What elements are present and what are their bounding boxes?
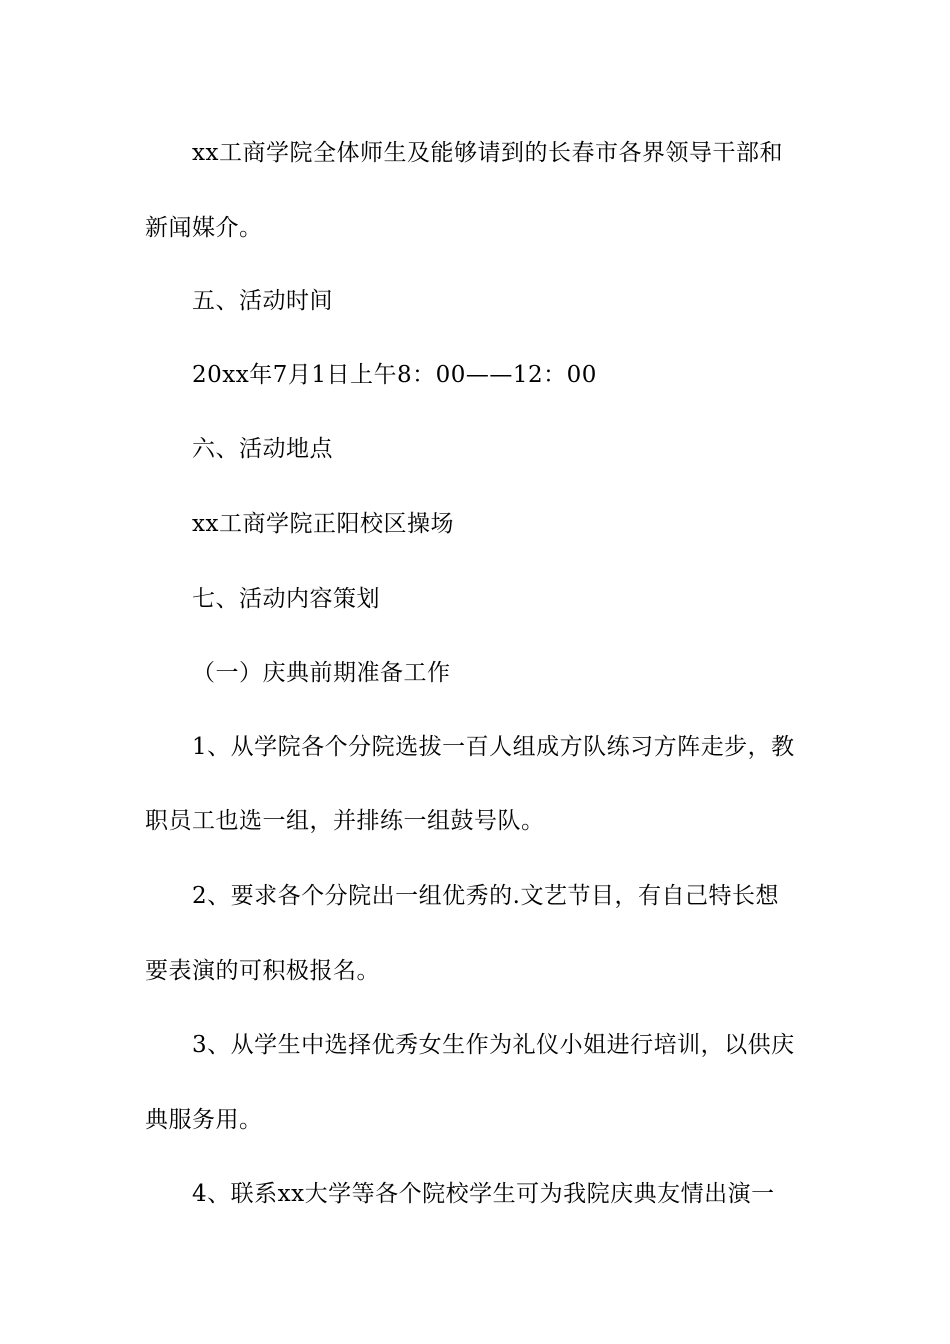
paragraph-line: 职员工也选一组，并排练一组鼓号队。 — [145, 808, 545, 834]
section-heading: 七、活动内容策划 — [192, 586, 380, 612]
section-heading: 六、活动地点 — [192, 436, 333, 462]
paragraph-line: 1、从学院各个分院选拔一百人组成方队练习方阵走步，教 — [192, 734, 795, 760]
paragraph-line: xx工商学院全体师生及能够请到的长春市各界领导干部和 — [192, 140, 783, 166]
subsection-heading: （一）庆典前期准备工作 — [192, 660, 451, 686]
paragraph-line: 2、要求各个分院出一组优秀的.文艺节目，有自己特长想 — [192, 883, 779, 909]
paragraph-line: 新闻媒介。 — [145, 215, 263, 241]
paragraph-line: 3、从学生中选择优秀女生作为礼仪小姐进行培训，以供庆 — [192, 1032, 795, 1058]
paragraph-line: xx工商学院正阳校区操场 — [192, 511, 454, 537]
paragraph-line: 典服务用。 — [145, 1107, 263, 1133]
section-heading: 五、活动时间 — [192, 288, 333, 314]
paragraph-line: 4、联系xx大学等各个院校学生可为我院庆典友情出演一 — [192, 1181, 775, 1207]
paragraph-line: 要表演的可积极报名。 — [145, 958, 380, 984]
paragraph-line: 20xx年7月1日上午8：00——12：00 — [192, 362, 597, 388]
